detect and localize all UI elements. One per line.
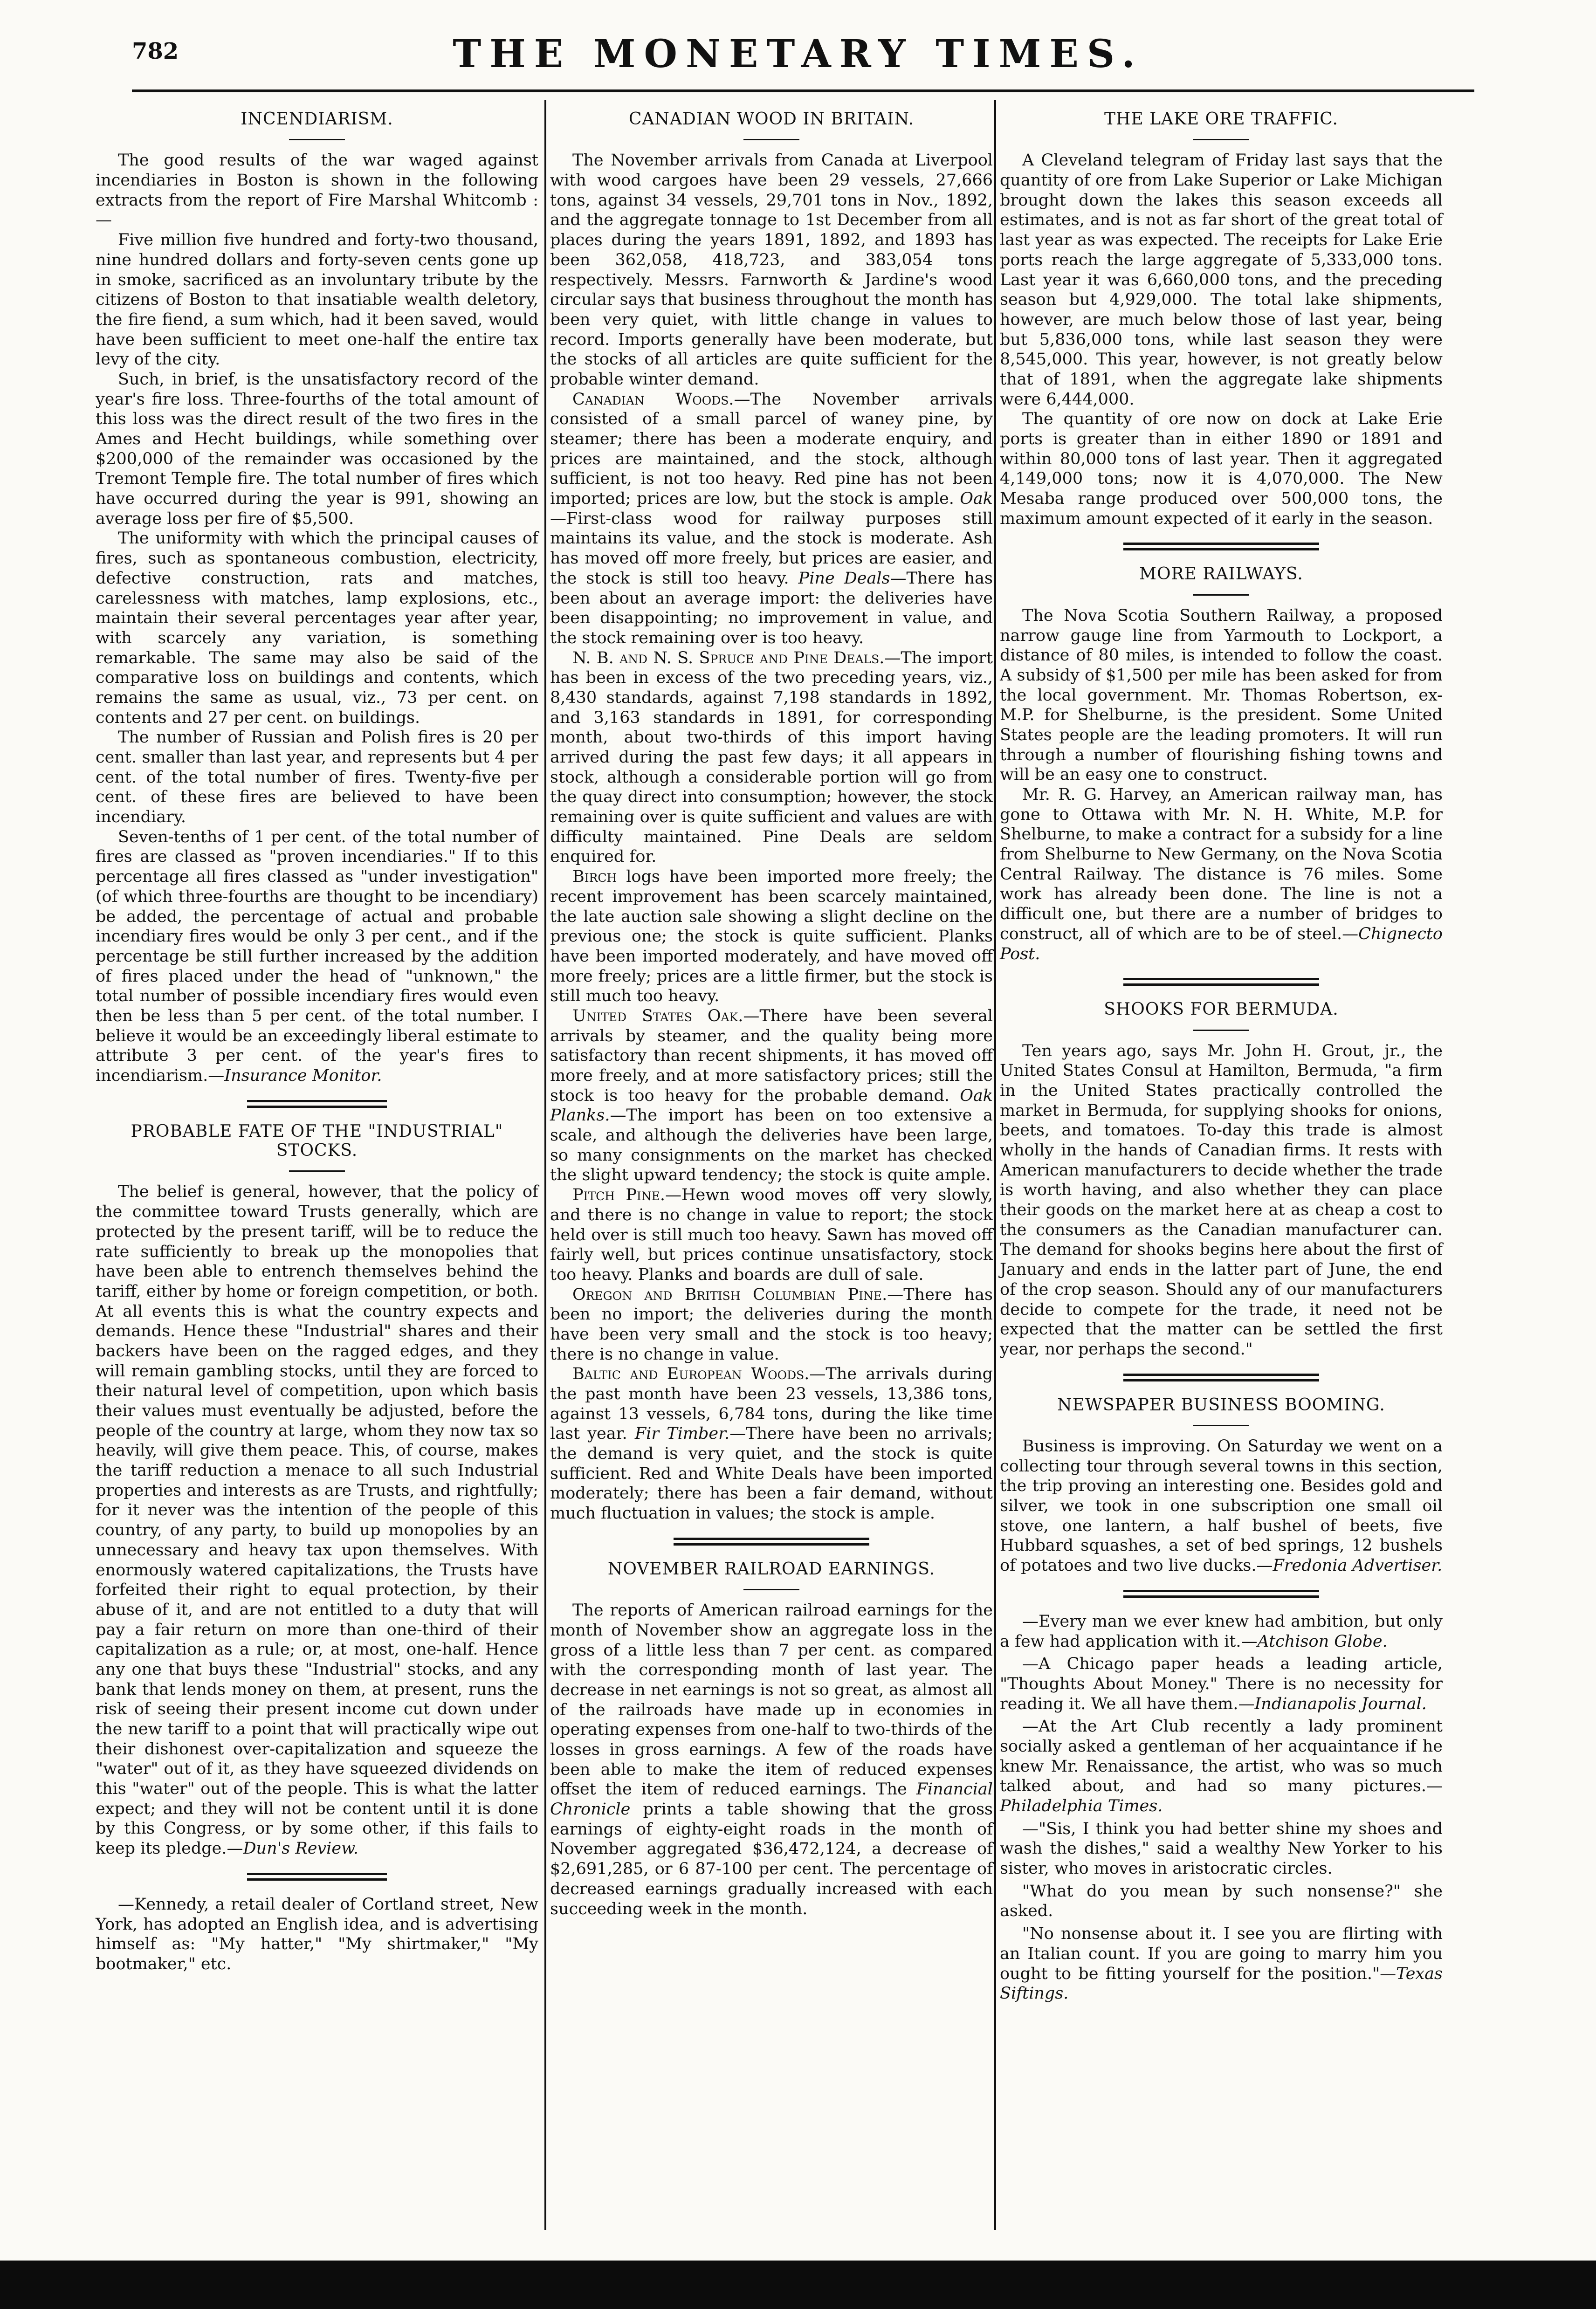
subheading: Pine Deals: [798, 569, 890, 588]
article-title: CANADIAN WOOD IN BRITAIN.: [628, 110, 915, 129]
source-credit: Fredonia Advertiser.: [1273, 1556, 1443, 1575]
section-rule: [674, 1538, 869, 1546]
paragraph: Ten years ago, says Mr. John H. Grout, jr., the United States Consul at Hamilton, Bermuda, "a firm in the United States practically controlled the market in Bermuda, for supplying shooks for onions, beets, and tomatoes. To-day this trade is almost wholly in the hands of Canadian firms. It rests with American manufacturers to decide whether the trade is worth having, and also whether they can place their goods on the market here at as cheap a cost to the consumers as the Canadian manufacturer can. The demand for shooks begins here about the first of January and ends in the latter part of June, the end of the crop season. Should any of our manufacturers decide to compete for the trade, it need not be expected that the matter can be settled the first year, nor perhaps the second.": [1000, 1041, 1443, 1359]
section-rule: [1123, 1374, 1319, 1381]
article-title: NEWSPAPER BUSINESS BOOMING.: [1057, 1395, 1385, 1415]
paragraph: [550, 648, 993, 867]
paragraph: [550, 1006, 993, 1185]
text: —There have been several arrivals by steamer, and the quality being more satisfactory than recent shipments, it has moved off more freely, and at more satisfactory prices; still the stock is too heavy for the probable demand.: [550, 1006, 993, 1105]
text: "No nonsense about it. I see you are flirting with an Italian count. If you are going to marry him you ought to be fitting yourself for the position."—: [1000, 1924, 1443, 1983]
title-rule: [289, 1170, 345, 1172]
paragraph: [96, 827, 538, 1086]
paragraph: —"Sis, I think you had better shine my shoes and wash the dishes," said a wealthy New Yorker to his sister, who moves in aristocratic circles.: [1000, 1819, 1443, 1878]
subheading: Oregon and British Columbian Pine.: [572, 1285, 887, 1304]
article-probable-fate: [96, 1122, 538, 1859]
subheading: Baltic and European Woods.: [572, 1365, 810, 1384]
article-canadian-wood: [550, 110, 993, 1524]
text: Mr. R. G. Harvey, an American railway man, has gone to Ottawa with Mr. N. H. White, M.P. for Shelburne, to make a contract for a subsidy for a line from Shelburne to New Germany, on the Nova Scotia Central Railway. The distance is 76 miles. Some work has already been done. The line is not a difficult one, but there are a number of bridges to construct, all of which are to be of steel.—: [1000, 785, 1443, 943]
column-divider-left: [544, 100, 546, 2230]
subheading: Oak Planks.: [550, 1086, 993, 1125]
article-lake-ore: [1000, 110, 1443, 529]
section-rule: [247, 1100, 387, 1108]
source-credit: Indianapolis Journal.: [1254, 1694, 1427, 1713]
text: prints a table showing that the gross earnings of eighty-eight roads in the month of November aggregated $36,472,124, a decrease of $2,691,285, or 6 87-100 per cent. The percentage of decreased earnings gradually increased with each succeeding week in the month.: [550, 1800, 993, 1918]
source-credit: Dun's Review.: [243, 1839, 359, 1858]
text: The reports of American railroad earnings for the month of November show an aggregate loss in the gross of a little less than 7 per cent. as compared with the corresponding month of last year. The decrease in net earnings is not so great, as almost all of the railroads have made up in economies in operating expenses from one-half to two-thirds of the losses in gross earnings. A few of the roads have been able to make the item of reduced expenses offset the item of reduced earnings. The: [550, 1601, 993, 1799]
text: —The import has been on too extensive a scale, and although the deliveries have been large, so many consignments on the market has checked the slight upward tendency; the stock is quite ample.: [550, 1106, 993, 1185]
column-2: [550, 100, 993, 1919]
subheading: N. B. and N. S. Spruce and Pine Deals.: [572, 648, 885, 667]
section-rule: [1123, 543, 1319, 550]
text: logs have been imported more freely; the recent improvement has been scarcely maintained, the late auction sale showing a slight decline on the previous one; the stock is quite sufficient. Planks have been imported moderately, and have moved off more freely; prices are a little firmer, but the stock is still much too heavy.: [550, 867, 993, 1006]
article-title: PROBABLE FATE OF THE "INDUSTRIAL" STOCKS.: [131, 1121, 503, 1161]
section-rule: [1123, 978, 1319, 986]
text: —There have been no arrivals; the demand is very quiet, and the stock is quite sufficient. Red and White Deals have been imported moderately; there has been a fair demand, without much fluctuation in values; the stock is ample.: [550, 1424, 993, 1523]
paragraph: The uniformity with which the principal causes of fires, such as spontaneous combustion, electricity, defective construction, rats and matches, carelessness with matches, lamp explosions, etc., maintain their several percentages year after year, with scarcely any variation, is something remarkable. The same may also be said of the comparative loss on buildings and contents, which remains the same as usual, viz., 73 per cent. on contents and 27 per cent. on buildings.: [96, 529, 538, 727]
article-title: THE LAKE ORE TRAFFIC.: [1104, 110, 1338, 129]
column-1: [96, 100, 538, 1974]
paragraph: [1000, 1717, 1443, 1816]
publication-name: Financial Chronicle: [550, 1780, 993, 1819]
subheading: Pitch Pine.: [572, 1186, 666, 1205]
subheading: United States Oak.: [572, 1006, 743, 1025]
paragraph: The number of Russian and Polish fires is 20 per cent. smaller than last year, and represents but 4 per cent. of the total number of fires. Twenty-five per cent. of these fires are believed to have been incendiary.: [96, 728, 538, 827]
subheading: Birch: [572, 867, 617, 886]
paragraph: —Kennedy, a retail dealer of Cortland street, New York, has adopted an English idea, and is advertising himself as: "My hatter," "My shirtmaker," "My bootmaker," etc.: [96, 1895, 538, 1973]
paragraph: "What do you mean by such nonsense?" she asked.: [1000, 1882, 1443, 1921]
section-rule: [247, 1873, 387, 1881]
paragraph: [1000, 1612, 1443, 1651]
subheading: Canadian Woods.: [572, 390, 734, 409]
title-rule: [743, 1589, 799, 1590]
paragraph: [550, 1285, 993, 1365]
article-incendiarism: [96, 110, 538, 1086]
paragraph: [1000, 1924, 1443, 2004]
article-title: NOVEMBER RAILROAD EARNINGS.: [607, 1559, 936, 1579]
title-rule: [289, 139, 345, 140]
paragraph: Such, in brief, is the unsatisfactory record of the year's fire loss. Three-fourths of the total amount of this loss was the direct result of the two fires in the Ames and Hecht buildings, while something over $200,000 of the remainder was occasioned by the Tremont Temple fire. The total number of fires which have occurred during the year is 991, showing an average loss per fire of $5,500.: [96, 370, 538, 528]
title-rule: [743, 139, 799, 140]
text: The belief is general, however, that the policy of the committee toward Trusts generally, which are protected by the present tariff, will be to reduce the rate sufficiently to break up the monopolies that have been able to entrench themselves behind the tariff, either by home or foreign competition, or both. At all events this is what the country expects and demands. Hence these "Industrial" shares and their backers have been on the ragged edges, and they will remain gambling stocks, until they are forced to their natural level of competition, upon which basis their values must eventually be adjusted, before the people of the country at large, whom they now tax so heavily, will give them peace. This, of course, makes the tariff reduction a menace to all such Industrial properties and interests as are Trusts, and rightfully; for it never was the intention of the people of this country, of any party, to build up monopolies by an unnecessary and heavy tax upon themselves. With enormously watered capitalizations, the Trusts have forfeited their right to equal protection, by their abuse of it, and are not entitled to a duty that will pay a fair return on more than one-third of their capitalization as a rule; or, at most, one-half. Hence any one that buys these "Industrial" stocks, and any bank that lends money on them, at present, runs the risk of seeing their present income cut down under the new tariff to a point that will practically wipe out their dishonest over-capitalization and squeeze the "water" out of it, as they have squeezed dividends on this "water" out of the people. This is what the latter expect; and they will not be content until it is done by this Congress, or by some other, if this fails to keep its pledge.—: [96, 1182, 538, 1858]
text: —First-class wood for railway purposes still maintains its value, and the stock is moderate. Ash has moved off more freely, but prices are easier, and the stock is still too heavy.: [550, 509, 993, 588]
item-kennedy: [96, 1895, 538, 1974]
paragraph: [96, 1182, 538, 1858]
article-more-railways: [1000, 564, 1443, 964]
text: —There has been about an average import: the deliveries have been disappointing; no improvement in value, and the stock remaining over is too heavy.: [550, 569, 993, 647]
article-newspaper: [1000, 1395, 1443, 1576]
masthead: THE MONETARY TIMES.: [453, 32, 1143, 76]
title-rule: [1193, 139, 1249, 140]
scan-edge-bar: [0, 2261, 1596, 2309]
paragraph: Five million five hundred and forty-two thousand, nine hundred dollars and forty-seven cents gone up in smoke, sacrificed as an involuntary tribute by the citizens of Boston to that insatiable wealth deletory, the fire fiend, a sum which, had it been saved, would have been sufficient to meet one-half the entire tax levy of the city.: [96, 231, 538, 369]
paragraph: The quantity of ore now on dock at Lake Erie ports is greater than in either 1890 or 1891 and within 80,000 tons of last year. Then it aggregated 4,149,000 tons; now it is 4,070,000. The New Mesaba range produced over 500,000 tons, the maximum amount expected of it early in the season.: [1000, 410, 1443, 528]
paragraph: [1000, 1436, 1443, 1576]
text: —Every man we ever knew had ambition, but only a few had application with it.—: [1000, 1612, 1443, 1651]
column-3: [1000, 100, 1443, 2007]
source-credit: Philadelphia Times.: [1000, 1797, 1163, 1815]
paragraph: A Cleveland telegram of Friday last says that the quantity of ore from Lake Superior or Lake Michigan brought down the lakes this season exceeds all estimates, and is not as far short of the great total of last year as was expected. The receipts for Lake Erie ports reach the large aggregate of 5,333,000 tons. Last year it was 6,660,000 tons, and the preceding season but 4,929,000. The total lake shipments, however, are much below those of last year, being but 5,836,000 tons, while last season they were 8,545,000. This year, however, is not greatly below that of 1891, when the aggregate lake shipments were 6,444,000.: [1000, 151, 1443, 409]
title-rule: [1193, 1425, 1249, 1426]
text: —The import has been in excess of the two preceding years, viz., 8,430 standards, against 7,198 standards in 1892, and 3,163 standards in 1891, for corresponding month, about two-thirds of this import having arrived during the past few days; it all appears in stock, although a considerable portion will go from the quay direct into consumption; however, the stock remaining over is quite sufficient and values are with difficulty maintained. Pine Deals are seldom enquired for.: [550, 648, 993, 866]
source-credit: Chignecto Post.: [1000, 924, 1443, 963]
source-credit: Insurance Monitor.: [224, 1066, 382, 1086]
text: —Hewn wood moves off very slowly, and there is no change in value to report; the stock held over is still much too heavy. Sawn has moved off fairly well, but prices continue unsatisfactory, stock too heavy. Planks and boards are dull of sale.: [550, 1186, 993, 1284]
paragraph: The November arrivals from Canada at Liverpool with wood cargoes have been 29 vessels, 27,666 tons, against 34 vessels, 29,701 tons in Nov., 1892, and the aggregate tonnage to 1st December from all places during the years 1891, 1892, and 1893 has been 362,058, 418,723, and 383,054 tons respectively. Messrs. Farnworth & Jardine's wood circular says that business throughout the month has been very quiet, with little change in values to record. Imports generally have been moderate, but the stocks of all articles are quite sufficient for the probable winter demand.: [550, 151, 993, 389]
text: Seven-tenths of 1 per cent. of the total number of fires are classed as "proven incendiaries." If to this percentage all fires classed as "under investigation" (of which three-fourths are thought to be incendiary) be added, the percentage of actual and probable incendiary fires would be only 3 per cent., and if the percentage be still further increased by the addition of fires placed under the head of "unknown," the total number of possible incendiary fires would even then be less than 5 per cent. of the total number. I believe it would be an exceedingly liberal estimate to attribute 3 per cent. of the year's fires to incendiarism.—: [96, 827, 538, 1086]
paragraph: [550, 867, 993, 1006]
article-railroad-earnings: [550, 1560, 993, 1919]
paragraph: [550, 1364, 993, 1524]
title-rule: [1193, 1030, 1249, 1031]
article-title: MORE RAILWAYS.: [1139, 564, 1303, 584]
source-credit: Texas Siftings.: [1000, 1964, 1443, 2003]
paragraph: [1000, 1654, 1443, 1714]
paragraph: The Nova Scotia Southern Railway, a proposed narrow gauge line from Yarmouth to Lockport, a distance of 80 miles, is intended to follow the coast. A subsidy of $1,500 per mile has been asked for from the local government. Mr. Thomas Robertson, ex-M.P. for Shelburne, is the president. Some United States people are the leading promoters. It will run through a number of flourishing fishing towns and will be an easy one to construct.: [1000, 606, 1443, 784]
column-divider-right: [994, 100, 996, 2230]
subheading: Oak: [960, 489, 993, 509]
page-number: 782: [132, 38, 179, 64]
text: —The arrivals during the past month have been 23 vessels, 13,386 tons, against 13 vessels, 6,784 tons, during the like time last year.: [550, 1365, 993, 1443]
paragraph: [1000, 785, 1443, 964]
paragraph: [550, 1185, 993, 1285]
article-title: SHOOKS FOR BERMUDA.: [1104, 1000, 1339, 1019]
text: —The November arrivals consisted of a small parcel of waney pine, by steamer; there has been a moderate enquiry, and prices are maintained, and the stock, although sufficient, is not too heavy. Red pine has not been imported; prices are low, but the stock is ample.: [550, 390, 993, 509]
source-credit: Atchison Globe.: [1257, 1632, 1388, 1651]
text: Business is improving. On Saturday we went on a collecting tour through several towns in this section, the trip proving an interesting one. Besides gold and silver, we took in one subscription one small oil stove, one lantern, a half bushel of beets, five Hubbard squashes, a set of bed springs, 12 bushels of potatoes and two live ducks.—: [1000, 1437, 1443, 1575]
text: —A Chicago paper heads a leading article, "Thoughts About Money." There is no necessity for reading it. We all have them.—: [1000, 1655, 1443, 1713]
text: —At the Art Club recently a lady prominent socially asked a gentleman of her acquaintance if he knew Mr. Renaissance, the artist, who was so much talked about, and had so many pictures.—: [1000, 1717, 1443, 1796]
paragraph: The good results of the war waged against incendiaries in Boston is shown in the following extracts from the report of Fire Marshal Whitcomb :—: [96, 151, 538, 230]
miscellany: [1000, 1612, 1443, 2004]
paragraph: [550, 1601, 993, 1919]
section-rule: [1123, 1590, 1319, 1598]
article-shooks: [1000, 1000, 1443, 1359]
text: —There has been no import; the deliveries during the month have been very small and the stock is too heavy; there is no change in value.: [550, 1285, 993, 1364]
subheading: Fir Timber.: [634, 1424, 730, 1443]
title-rule: [1193, 594, 1249, 596]
article-title: INCENDIARISM.: [241, 110, 393, 129]
paragraph: [550, 390, 993, 648]
top-rule: [132, 89, 1474, 92]
